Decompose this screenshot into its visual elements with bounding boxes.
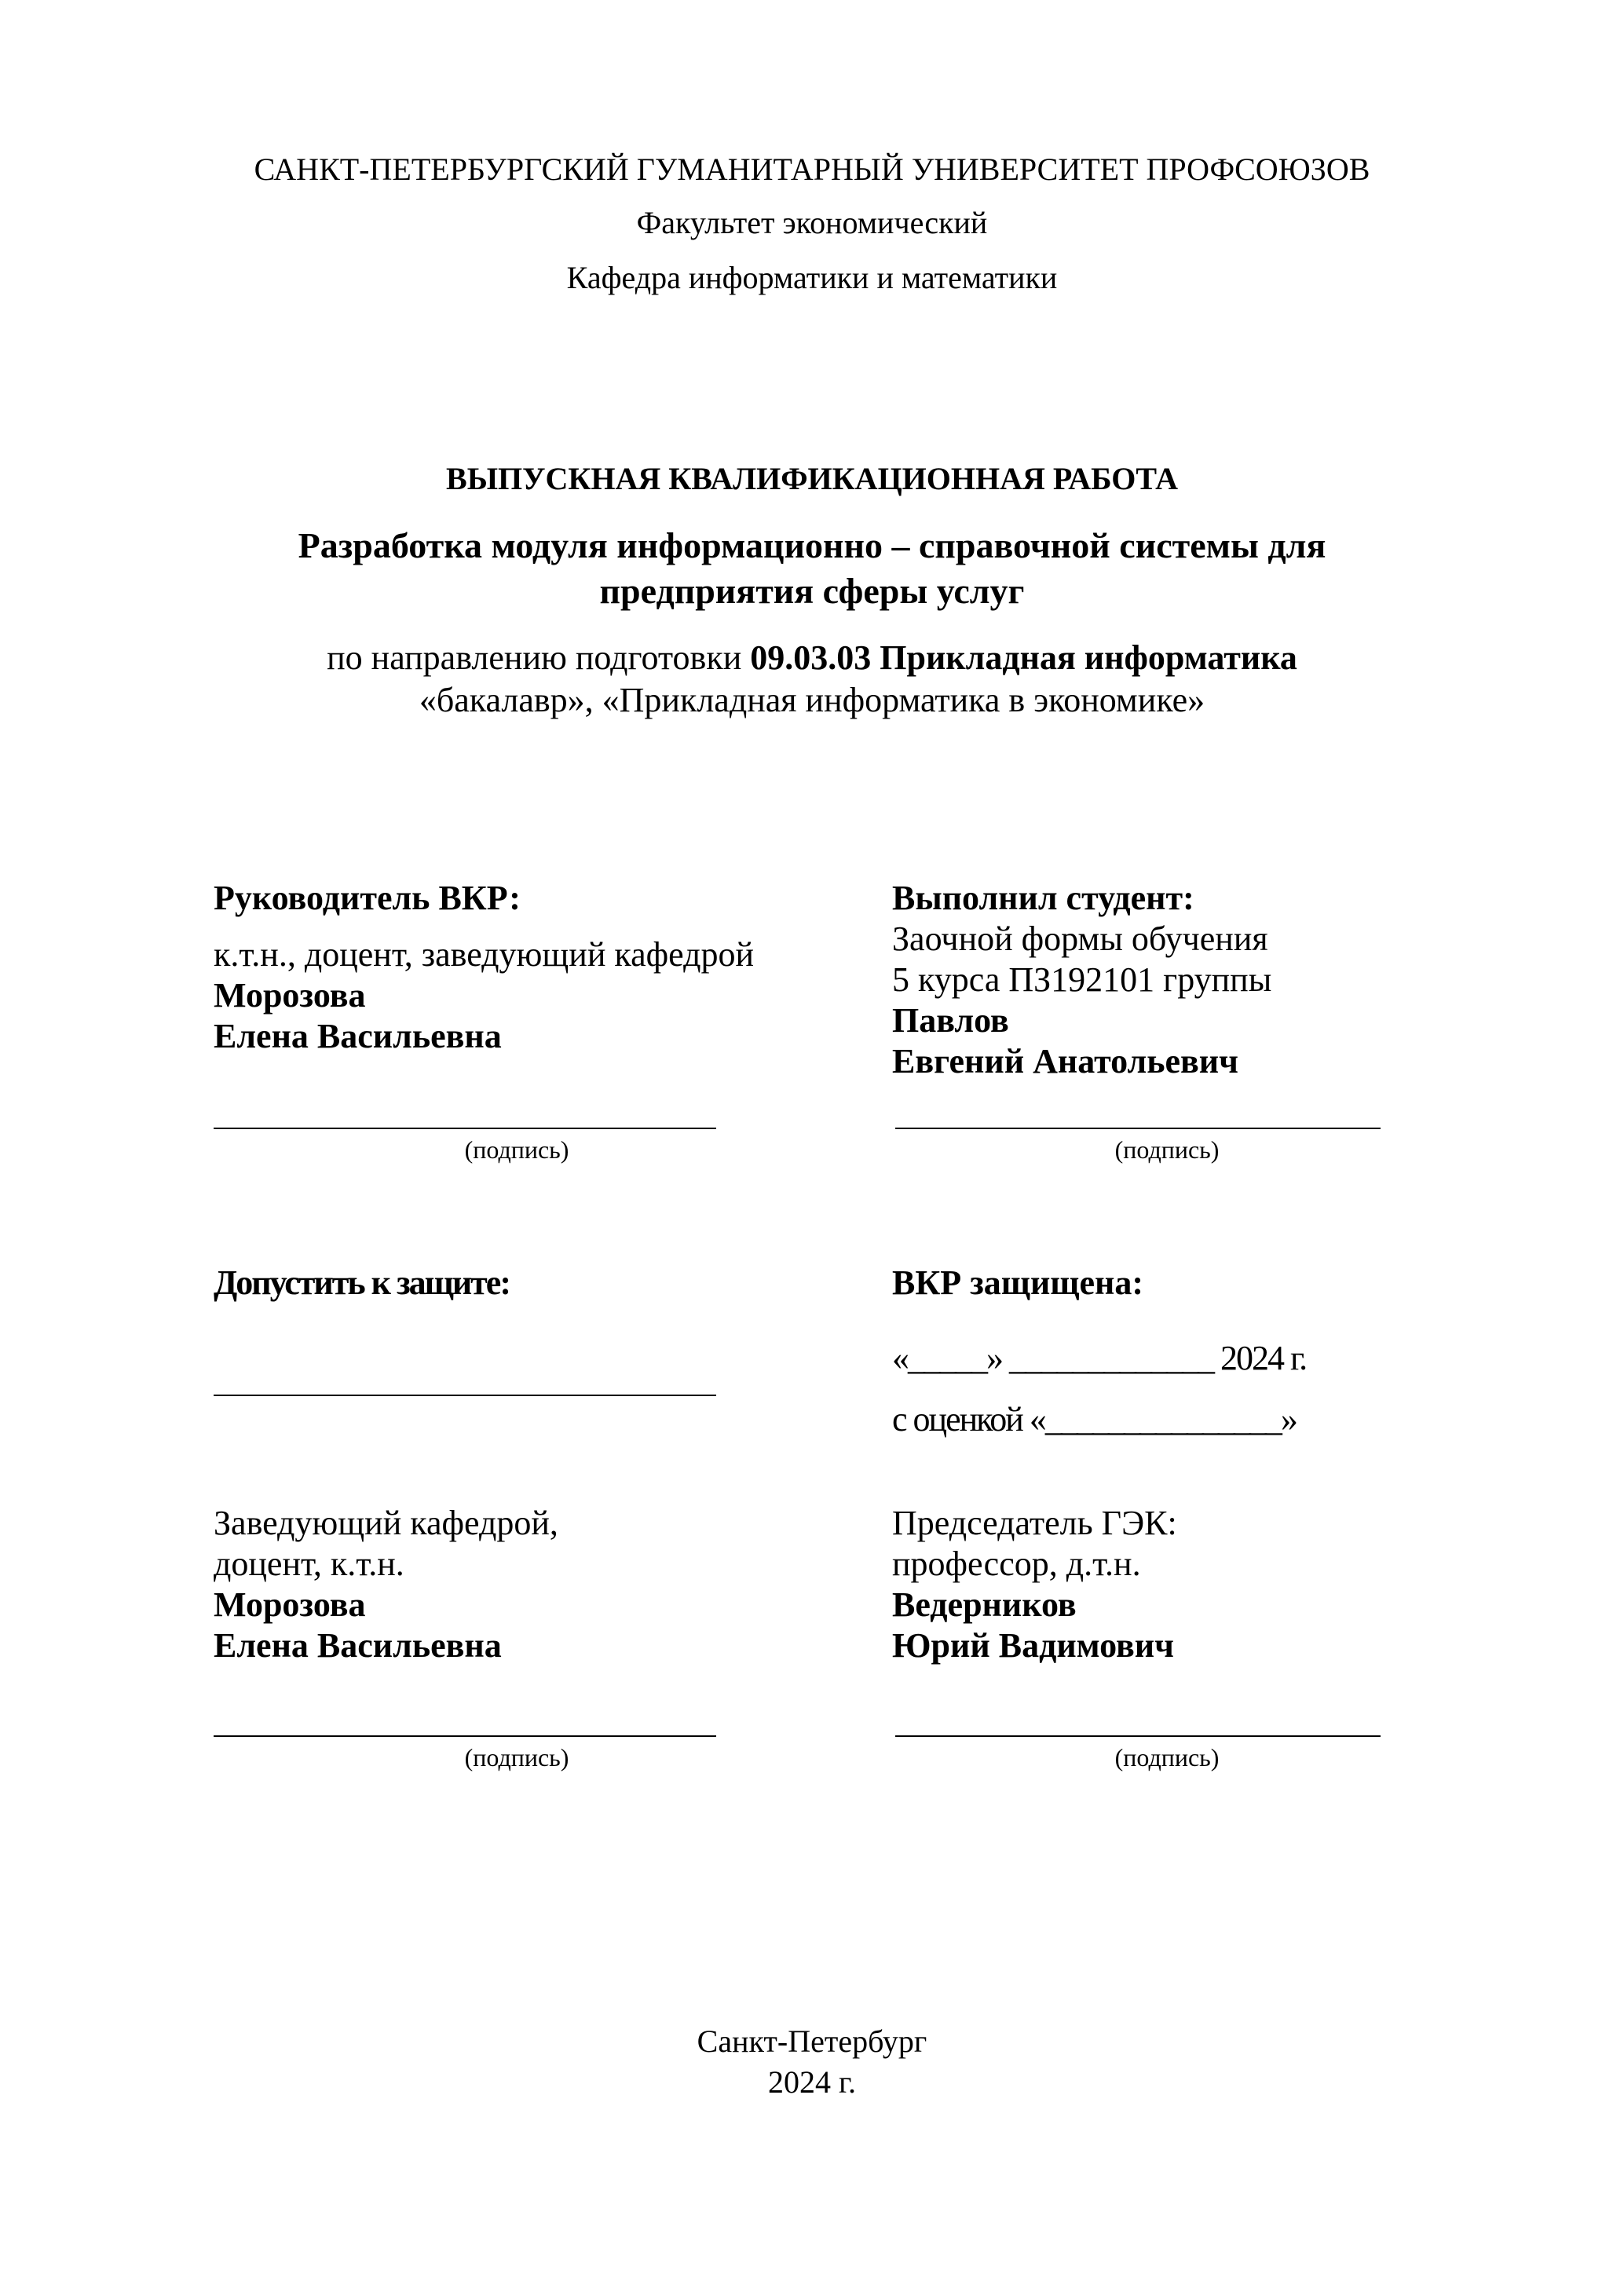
direction-prefix: по направлению подготовки (327, 638, 751, 677)
student-first-names: Евгений Анатольевич (892, 1042, 1238, 1080)
faculty-name: Факультет экономический (636, 205, 988, 240)
direction-code: 09.03.03 Прикладная информатика (750, 638, 1297, 677)
work-type: ВЫПУСКНАЯ КВАЛИФИКАЦИОННАЯ РАБОТА (446, 461, 1178, 496)
work-title-line1: Разработка модуля информационно – справочной системы для (298, 525, 1326, 565)
supervisor-signature-line (214, 1128, 716, 1129)
admission-heading: Допустить к защите: (214, 1263, 510, 1302)
head-title: Заведующий кафедрой, (214, 1504, 558, 1542)
program-line: «бакалавр», «Прикладная информатика в экономике» (419, 681, 1205, 719)
gek-first-names: Юрий Вадимович (892, 1626, 1174, 1665)
gek-last-name: Ведерников (892, 1585, 1077, 1624)
footer-year: 2024 г. (768, 2064, 856, 2100)
admission-signature-line (214, 1395, 716, 1396)
student-heading: Выполнил студент: (892, 879, 1194, 917)
supervisor-first-names: Елена Васильевна (214, 1017, 502, 1055)
head-first-names: Елена Васильевна (214, 1626, 502, 1665)
student-last-name: Павлов (892, 1001, 1009, 1040)
gek-signature-line (895, 1735, 1381, 1737)
defense-grade-line: с оценкой «_______________» (892, 1400, 1297, 1439)
student-study-form: Заочной формы обучения (892, 919, 1268, 958)
gek-signature-caption: (подпись) (1114, 1743, 1220, 1771)
supervisor-heading: Руководитель ВКР: (214, 879, 521, 917)
department-name: Кафедра информатики и математики (566, 260, 1058, 295)
footer-city: Санкт-Петербург (697, 2024, 927, 2059)
supervisor-last-name: Морозова (214, 976, 366, 1015)
university-name: САНКТ-ПЕТЕРБУРГСКИЙ ГУМАНИТАРНЫЙ УНИВЕРСИТЕТ ПРОФСОЮЗОВ (254, 152, 1370, 187)
head-last-name: Морозова (214, 1585, 366, 1624)
defense-date-line: «_____» _____________ 2024 г. (892, 1339, 1307, 1377)
supervisor-position: к.т.н., доцент, заведующий кафедрой (214, 935, 755, 974)
direction-line (0, 638, 1624, 677)
gek-title: Председатель ГЭК: (892, 1504, 1177, 1542)
gek-degree: профессор, д.т.н. (892, 1545, 1141, 1583)
head-signature-line (214, 1735, 716, 1737)
head-signature-caption: (подпись) (464, 1743, 569, 1771)
defense-heading: ВКР защищена: (892, 1263, 1143, 1302)
supervisor-signature-caption: (подпись) (464, 1135, 569, 1164)
student-course-group: 5 курса ПЗ192101 группы (892, 960, 1272, 999)
student-signature-line (895, 1128, 1381, 1129)
work-title-line2: предприятия сферы услуг (599, 571, 1025, 611)
student-signature-caption: (подпись) (1114, 1135, 1220, 1164)
head-degree: доцент, к.т.н. (214, 1545, 404, 1583)
